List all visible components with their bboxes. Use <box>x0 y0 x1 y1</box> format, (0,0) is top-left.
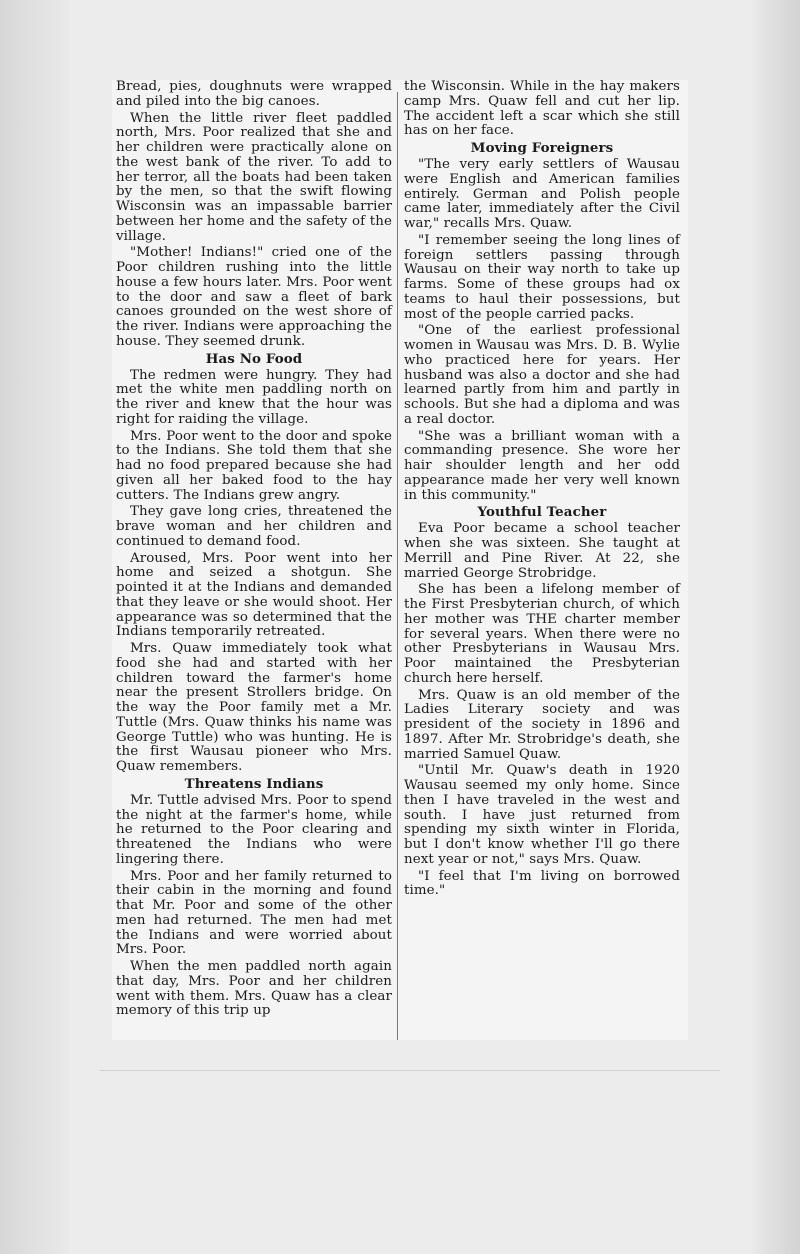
subheading: Has No Food <box>205 350 303 367</box>
subheading: Youthful Teacher <box>477 504 607 521</box>
subheading: Threatens Indians <box>184 775 324 792</box>
paragraph: Mrs. Quaw immediately took what food she had and started with her children toward the farmer's home near the present Strollers bridge. On the way the Poor family met a Mr. Tuttle (Mrs. Quaw thinks his name was George Tuttle) who was hunting. He is the first Wausau pioneer who Mrs. Quaw remembers. <box>116 641 392 774</box>
paragraph: Aroused, Mrs. Poor went into her home and seized a shotgun. She pointed it at the Indians and demanded that they leave or she would shoot. Her appearance was so determined that the Indians temporarily retreated. <box>116 550 392 640</box>
paragraph: "She was a brilliant woman with a commanding presence. She wore her hair shoulder length and her odd appearance made her very well known in this community." <box>404 428 680 503</box>
paragraph: Eva Poor became a school teacher when she was sixteen. She taught at Merrill and Pine River. At 22, she married George Strobridge. <box>404 521 680 581</box>
paragraph: the Wisconsin. While in the hay makers camp Mrs. Quaw fell and cut her lip. The accident left a scar which she still has on her face. <box>404 79 680 139</box>
paper-fold-line <box>100 1070 720 1071</box>
paragraph: "I remember seeing the long lines of foreign settlers passing through Wausau on their way north to take up farms. Some of these groups had ox teams to haul their possessions, but most of the people carried packs. <box>404 232 680 322</box>
paragraph: When the men paddled north again that day, Mrs. Poor and her children went with them. Mrs. Quaw has a clear memory of this trip up <box>116 959 392 1019</box>
subheading: Moving Foreigners <box>470 140 614 156</box>
paragraph: Mr. Tuttle advised Mrs. Poor to spend the night at the farmer's home, while he returned to the Poor clearing and threatened the Indians who were lingering there. <box>116 792 392 867</box>
column-divider <box>397 92 398 1040</box>
paragraph: When the little river fleet paddled north, Mrs. Poor realized that she and her children were practically alone on the west bank of the river. To add to her terror, all the boats had been taken by the men, so that the swift flowing Wisconsin was an impassable barrier between her home and the safety of the village. <box>116 110 392 244</box>
paragraph: "Mother! Indians!" cried one of the Poor children rushing into the little house a few hours later. Mrs. Poor went to the door and saw a fleet of bark canoes grounded on the west shore of the river. Indians were approaching the house. They seemed drunk. <box>116 245 392 349</box>
paragraph: The redmen were hungry. They had met the white men paddling north on the river and knew that the hour was right for raiding the village. <box>116 367 392 427</box>
paragraph: Mrs. Quaw is an old member of the Ladies Literary society and was president of the society in 1896 and 1897. After Mr. Strobridge's death, she married Samuel Quaw. <box>404 687 680 762</box>
paragraph: "Until Mr. Quaw's death in 1920 Wausau seemed my only home. Since then I have traveled in the west and south. I have just returned from spending my sixth winter in Florida, but I don't know whether I'll go there next year or not," says Mrs. Quaw. <box>404 763 680 867</box>
paragraph: "One of the earliest professional women in Wausau was Mrs. D. B. Wylie who practiced here for years. Her husband was also a doctor and she had learned partly from him and partly in schools. But she had a diploma and was a real doctor. <box>404 323 680 427</box>
paragraph: They gave long cries, threatened the brave woman and her children and continued to demand food. <box>116 504 392 549</box>
article-column-left <box>116 80 392 1021</box>
paragraph: "I feel that I'm living on borrowed time." <box>404 868 680 899</box>
paragraph: She has been a lifelong member of the First Presbyterian church, of which her mother was THE charter member for several years. When there were no other Presbyterians in Wausau Mrs. Poor maintained the Presbyterian church here herself. <box>404 582 680 686</box>
article-column-right <box>404 80 680 901</box>
paragraph: "The very early settlers of Wausau were English and American families entirely. German and Polish people came later, immediately after the Civil war," recalls Mrs. Quaw. <box>404 157 680 231</box>
paragraph: Mrs. Poor went to the door and spoke to the Indians. She told them that she had no food prepared because she had given all her baked food to the hay cutters. The Indians grew angry. <box>116 428 392 503</box>
page-shadow-right <box>750 0 800 1254</box>
paragraph: Bread, pies, doughnuts were wrapped and piled into the big canoes. <box>116 79 392 109</box>
paragraph: Mrs. Poor and her family returned to their cabin in the morning and found that Mr. Poor and some of the other men had returned. The men had met the Indians and were worried about Mrs. Poor. <box>116 868 392 958</box>
page-shadow-left <box>0 0 70 1254</box>
